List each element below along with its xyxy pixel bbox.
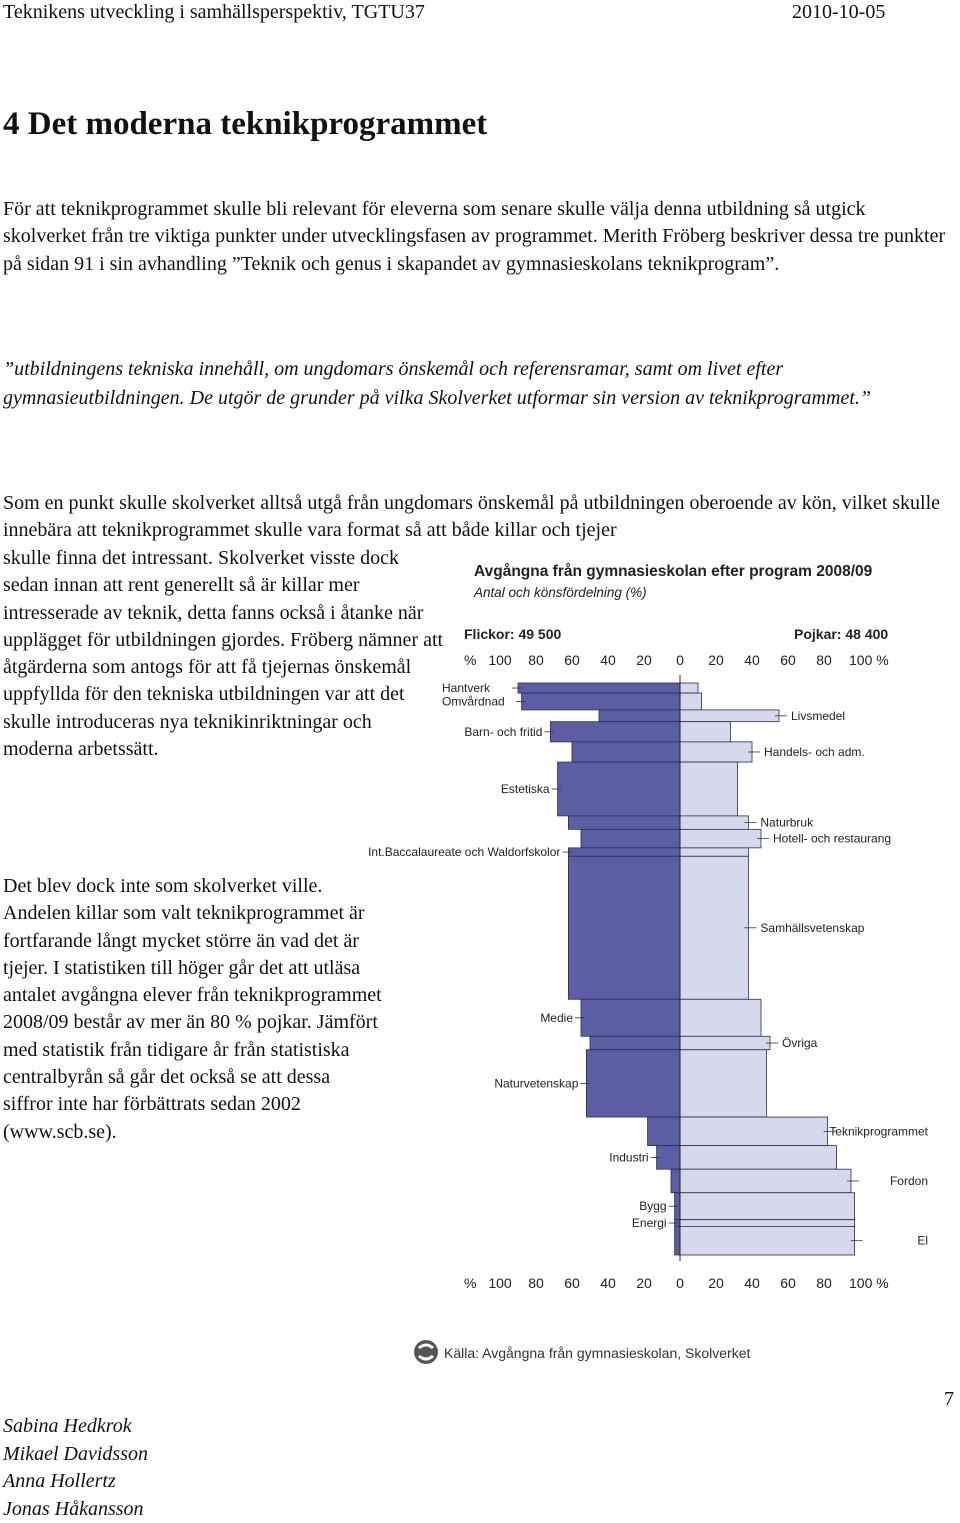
- axis-tick-label: 40: [600, 652, 616, 668]
- bar-pojkar: [680, 856, 748, 999]
- header-title: Teknikens utveckling i samhällsperspektiv, TGTU37: [3, 0, 425, 24]
- program-label: Handels- och adm.: [764, 745, 865, 759]
- bar-flickor: [568, 848, 680, 856]
- chart-title: Avgångna från gymnasieskolan efter program 2008/09: [474, 563, 873, 580]
- bar-flickor: [558, 762, 680, 816]
- axis-tick-label: 40: [744, 1275, 760, 1291]
- bottom-axis: [464, 1275, 889, 1291]
- program-label: Naturvetenskap: [494, 1076, 578, 1090]
- axis-tick-label: 60: [780, 652, 796, 668]
- bar-flickor: [581, 999, 680, 1036]
- axis-tick-label: 20: [636, 652, 652, 668]
- bar-flickor: [586, 1050, 680, 1117]
- program-label: Energi: [632, 1216, 667, 1230]
- author-name: Anna Hollertz: [3, 1468, 148, 1496]
- bar-pojkar: [680, 742, 752, 762]
- program-label: Bygg: [639, 1199, 666, 1213]
- section-heading: 4 Det moderna teknikprogrammet: [3, 102, 487, 146]
- program-label: Medie: [540, 1011, 573, 1025]
- top-axis: [464, 652, 889, 668]
- axis-tick-label: 100: [488, 652, 512, 668]
- bar-pojkar: [680, 1193, 855, 1220]
- axis-tick-label: 0: [676, 1275, 684, 1291]
- bar-pojkar: [680, 1226, 855, 1255]
- axis-tick-label: 40: [744, 652, 760, 668]
- program-label: Teknikprogrammet: [829, 1124, 928, 1138]
- bar-pojkar: [680, 999, 761, 1036]
- author-name: Jonas Håkansson: [3, 1496, 148, 1523]
- axis-tick-label: 100 %: [849, 652, 889, 668]
- program-label: Övriga: [782, 1036, 818, 1050]
- bar-pojkar: [680, 693, 702, 710]
- program-label: Hotell- och restaurang: [773, 832, 891, 846]
- bar-pojkar: [680, 1117, 828, 1146]
- program-gender-chart: [436, 555, 936, 1235]
- bar-flickor: [518, 683, 680, 693]
- bar-pojkar: [680, 1169, 851, 1193]
- bar-pojkar: [680, 762, 738, 816]
- body-paragraph-narrow: skulle finna det intressant. Skolverket visste dock sedan innan att rent generellt så är killar mer intresserade av teknik, detta fanns också i åtanke när upplägget för utbildningen gjordes. Fröberg nämner att åtgärderna som antogs för att få tjejernas önskemål uppfyllda för den tekniska utbildningen var att det skulle introduceras nya teknikinriktningar och moderna arbetssätt.: [3, 545, 445, 763]
- program-label: Hantverk: [442, 681, 491, 695]
- skolverket-logo-icon: [414, 1340, 438, 1364]
- bar-flickor: [581, 829, 680, 848]
- axis-tick-label: 20: [636, 1275, 652, 1291]
- axis-tick-label: 20: [708, 1275, 724, 1291]
- bar-pojkar: [680, 816, 748, 829]
- program-label: Livsmedel: [791, 709, 845, 723]
- axis-tick-label: 60: [564, 1275, 580, 1291]
- bar-pojkar: [680, 1050, 766, 1117]
- bar-pojkar: [680, 1220, 855, 1227]
- pojkar-total-label: Pojkar: 48 400: [794, 626, 888, 642]
- axis-tick-label: 80: [816, 1275, 832, 1291]
- bar-pojkar: [680, 1036, 770, 1049]
- bar-flickor: [568, 856, 680, 999]
- bar-pojkar: [680, 683, 698, 693]
- program-label: Barn- och fritid: [464, 725, 542, 739]
- program-label: El: [917, 1234, 928, 1248]
- program-label: Omvårdnad: [442, 695, 505, 709]
- axis-unit-label: %: [464, 652, 476, 668]
- program-label: Estetiska: [501, 782, 550, 796]
- bar-flickor: [572, 742, 680, 762]
- bar-flickor: [590, 1036, 680, 1049]
- axis-unit-label: %: [464, 1275, 476, 1291]
- bar-pojkar: [680, 829, 761, 848]
- author-name: Mikael Davidsson: [3, 1441, 148, 1469]
- program-label: Industri: [609, 1150, 648, 1164]
- bar-flickor: [675, 1226, 680, 1255]
- bar-pojkar: [680, 1146, 837, 1170]
- axis-tick-label: 60: [780, 1275, 796, 1291]
- axis-tick-label: 100: [488, 1275, 512, 1291]
- page-number: 7: [944, 1388, 954, 1411]
- chart-source: Källa: Avgångna från gymnasieskolan, Skolverket: [444, 1345, 750, 1361]
- author-list: [3, 1413, 148, 1523]
- bar-pojkar: [680, 710, 779, 722]
- body-paragraph-wide: Som en punkt skulle skolverket alltså utgå från ungdomars önskemål på utbildningen oberoende av kön, vilket skulle innebära att teknikprogrammet skulle vara format så att både killar och tjejer: [3, 490, 955, 545]
- axis-tick-label: 100 %: [849, 1275, 889, 1291]
- quote-paragraph: ”utbildningens tekniska innehåll, om ungdomars önskemål och referensramar, samt om livet efter gymnasieutbildningen. De utgör de grunder på vilka Skolverket utformar sin version av teknikprogrammet.”: [3, 355, 953, 412]
- axis-tick-label: 20: [708, 652, 724, 668]
- bar-flickor: [671, 1169, 680, 1193]
- bar-flickor: [599, 710, 680, 722]
- bar-flickor: [568, 816, 680, 829]
- header-date: 2010-10-05: [792, 0, 885, 24]
- axis-tick-label: 80: [528, 652, 544, 668]
- intro-paragraph: För att teknikprogrammet skulle bli relevant för eleverna som senare skulle välja denna utbildning så utgick skolverket från tre viktiga punkter under utvecklingsfasen av programmet. Merith Fröberg beskriver dessa tre punkter på sidan 91 i sin avhandling ”Teknik och genus i skapandet av gymnasieskolans teknikprogram”.: [3, 196, 953, 278]
- program-label: Int.Baccalaureate och Waldorfskolor: [368, 845, 560, 859]
- chart-subtitle: Antal och könsfördelning (%): [473, 585, 647, 600]
- bar-pojkar: [680, 722, 730, 742]
- axis-tick-label: 0: [676, 652, 684, 668]
- program-label: Fordon: [890, 1174, 928, 1188]
- body-paragraph-conclusion: Det blev dock inte som skolverket ville. Andelen killar som valt teknikprogrammet är fortfarande långt mycket större än vad det är tjejer. I statistiken till höger går det att utläsa antalet avgångna elever från teknikprogrammet 2008/09 består av mer än 80 % pojkar. Jämfört med statistik från tidigare år från statistiska centralbyrån så går det också se att dessa siffror inte har förbättrats sedan 2002 (www.scb.se).: [3, 873, 383, 1146]
- axis-tick-label: 80: [816, 652, 832, 668]
- bar-flickor: [648, 1117, 680, 1146]
- axis-tick-label: 60: [564, 652, 580, 668]
- bar-pojkar: [680, 848, 748, 856]
- flickor-total-label: Flickor: 49 500: [464, 626, 561, 642]
- program-label: Naturbruk: [760, 816, 814, 830]
- bar-flickor: [522, 693, 680, 710]
- axis-tick-label: 40: [600, 1275, 616, 1291]
- bar-flickor: [550, 722, 680, 742]
- program-label: Samhällsvetenskap: [760, 921, 864, 935]
- author-name: Sabina Hedkrok: [3, 1413, 148, 1441]
- source-line: [412, 1336, 792, 1368]
- bars-group: [368, 675, 929, 1261]
- axis-tick-label: 80: [528, 1275, 544, 1291]
